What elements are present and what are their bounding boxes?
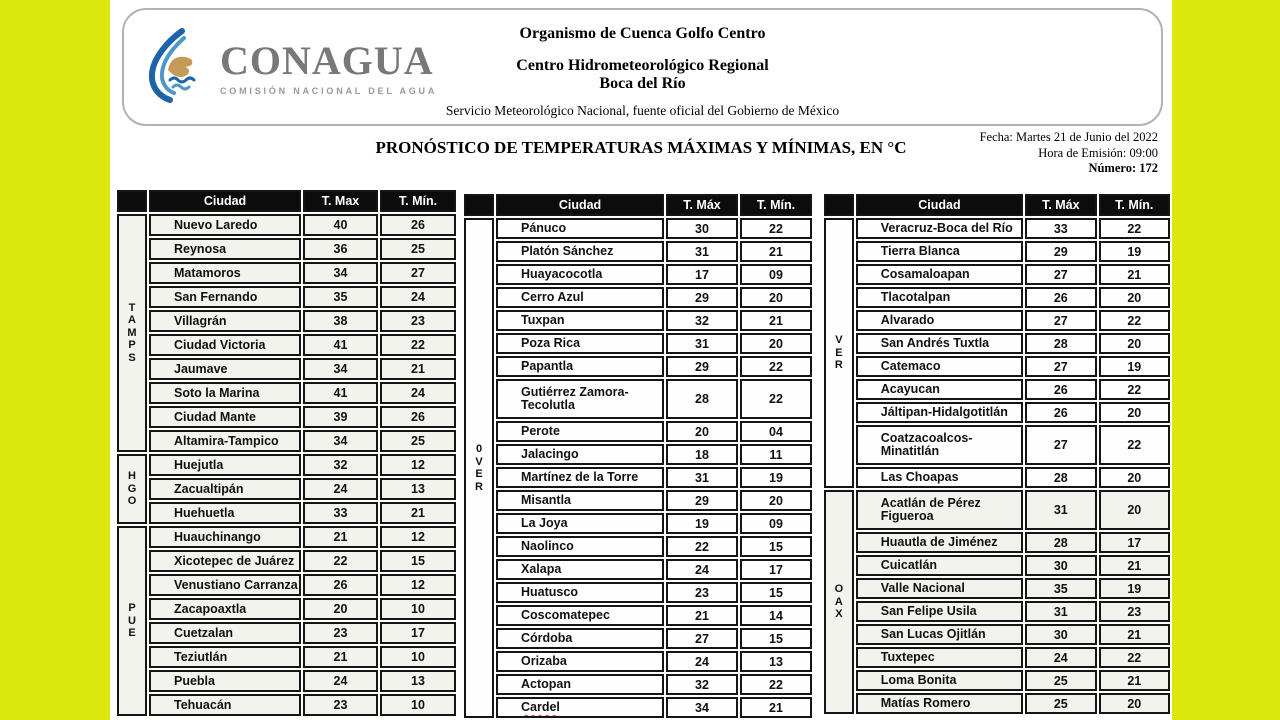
city-cell: Coscomatepec [496, 605, 664, 626]
city-cell: San Lucas Ojitlán [856, 624, 1023, 645]
tmax-cell: 34 [303, 358, 378, 380]
tmax-cell: 29 [666, 356, 738, 377]
table-row [464, 333, 812, 354]
city-cell: Puebla [149, 670, 301, 692]
table-row [824, 670, 1170, 691]
tmin-cell: 21 [740, 310, 812, 331]
table-row [117, 430, 456, 452]
tmin-cell: 20 [1099, 287, 1170, 308]
conagua-brand-subtitle: COMISIÓN NACIONAL DEL AGUA [220, 86, 438, 96]
tmin-cell: 21 [380, 502, 456, 524]
issue-number: Número: 172 [1088, 161, 1158, 175]
tmax-cell: 22 [303, 550, 378, 572]
header-city: Ciudad [496, 194, 664, 216]
state-label-oax: O A X [824, 490, 854, 714]
tmin-cell: 22 [380, 334, 456, 356]
table-header-row [117, 190, 456, 212]
tmax-cell: 26 [1025, 402, 1096, 423]
tmax-cell: 17 [666, 264, 738, 285]
tmin-cell: 22 [1099, 218, 1170, 239]
city-cell: Martínez de la Torre [496, 467, 664, 488]
table-row [117, 310, 456, 332]
table-row [117, 550, 456, 572]
city-cell: Ciudad Mante [149, 406, 301, 428]
city-cell: Cardel [496, 697, 664, 718]
table-row [117, 214, 456, 236]
table-row [464, 697, 812, 718]
city-cell: Cosamaloapan [856, 264, 1023, 285]
tmin-cell: 17 [1099, 532, 1170, 553]
table-row [464, 264, 812, 285]
tmin-cell: 20 [1099, 333, 1170, 354]
tmax-cell: 28 [1025, 333, 1096, 354]
table-row [117, 358, 456, 380]
table-row [117, 286, 456, 308]
state-label-0ver: 0 V E R [464, 218, 494, 718]
tmin-cell: 20 [1099, 693, 1170, 714]
smn-subtitle: Servicio Meteorológico Nacional, fuente oficial del Gobierno de México [445, 103, 840, 118]
tmax-cell: 23 [303, 694, 378, 716]
tmax-cell: 41 [303, 382, 378, 404]
city-cell: Xicotepec de Juárez [149, 550, 301, 572]
tmax-cell: 31 [1025, 490, 1096, 530]
city-cell: Tierra Blanca [856, 241, 1023, 262]
tmin-cell: 10 [380, 598, 456, 620]
table-row [117, 574, 456, 596]
header-corner-cell [117, 190, 147, 212]
tmax-cell: 27 [1025, 425, 1096, 465]
org-line-1: Organismo de Cuenca Golfo Centro [519, 25, 766, 42]
tmax-cell: 18 [666, 444, 738, 465]
city-cell: Tlacotalpan [856, 287, 1023, 308]
header-tmin: T. Mín. [380, 190, 456, 212]
city-cell: Venustiano Carranza [149, 574, 301, 596]
city-cell: Matamoros [149, 262, 301, 284]
city-cell: Coatzacoalcos-Minatitlán [856, 425, 1023, 465]
city-cell: Teziutlán [149, 646, 301, 668]
city-cell: Huatusco [496, 582, 664, 603]
tmin-cell: 23 [1099, 601, 1170, 622]
table-row [824, 241, 1170, 262]
table-row [464, 241, 812, 262]
tmax-cell: 38 [303, 310, 378, 332]
city-cell: Perote [496, 421, 664, 442]
city-cell: Misantla [496, 490, 664, 511]
tmin-cell: 11 [740, 444, 812, 465]
header-corner-cell [464, 194, 494, 216]
city-cell: Acayucan [856, 379, 1023, 400]
issue-date: Fecha: Martes 21 de Junio del 2022 [979, 130, 1158, 144]
city-cell: Veracruz-Boca del Río [856, 218, 1023, 239]
tmax-cell: 30 [1025, 555, 1096, 576]
tmax-cell: 29 [666, 490, 738, 511]
table-row [824, 310, 1170, 331]
city-cell: Jalacingo [496, 444, 664, 465]
tmin-cell: 26 [380, 214, 456, 236]
tmin-cell: 22 [740, 379, 812, 419]
table-row [464, 490, 812, 511]
table-row [824, 218, 1170, 239]
table-row [464, 356, 812, 377]
table-row [117, 238, 456, 260]
table-row [464, 559, 812, 580]
forecast-table-ver-north [462, 192, 814, 720]
city-cell: Córdoba [496, 628, 664, 649]
tmax-cell: 34 [666, 697, 738, 718]
tmax-cell: 31 [666, 467, 738, 488]
tmin-cell: 25 [380, 238, 456, 260]
table-row [117, 454, 456, 476]
city-cell: Papantla [496, 356, 664, 377]
tmax-cell: 26 [1025, 379, 1096, 400]
issue-meta [980, 130, 1158, 177]
header-tmax: T. Máx [666, 194, 738, 216]
table-row [824, 555, 1170, 576]
header-city: Ciudad [856, 194, 1023, 216]
city-cell: Poza Rica [496, 333, 664, 354]
tmax-cell: 29 [1025, 241, 1096, 262]
forecast-table-tamps-hgo-pue [115, 188, 458, 718]
table-row [464, 444, 812, 465]
forecast-table-ver-oax [822, 192, 1172, 716]
city-cell: Ciudad Victoria [149, 334, 301, 356]
table-row [824, 425, 1170, 465]
table-row [824, 578, 1170, 599]
tmax-cell: 31 [1025, 601, 1096, 622]
tmax-cell: 33 [1025, 218, 1096, 239]
table-row [464, 674, 812, 695]
state-label-ver: V E R [824, 218, 854, 488]
tmax-cell: 27 [666, 628, 738, 649]
tmin-cell: 20 [1099, 490, 1170, 530]
table-row [824, 467, 1170, 488]
tmax-cell: 32 [666, 310, 738, 331]
city-cell: Orizaba [496, 651, 664, 672]
tmin-cell: 20 [1099, 467, 1170, 488]
tmin-cell: 22 [1099, 647, 1170, 668]
city-cell: Alvarado [856, 310, 1023, 331]
tmax-cell: 26 [303, 574, 378, 596]
table-row [824, 379, 1170, 400]
tmax-cell: 32 [303, 454, 378, 476]
tmax-cell: 33 [303, 502, 378, 524]
tmin-cell: 21 [1099, 555, 1170, 576]
city-cell: Cuicatlán [856, 555, 1023, 576]
city-cell: Villagrán [149, 310, 301, 332]
tmax-cell: 29 [666, 287, 738, 308]
tmin-cell: 13 [380, 670, 456, 692]
city-cell: Cuetzalan [149, 622, 301, 644]
city-cell: Loma Bonita [856, 670, 1023, 691]
bulletin-document [110, 0, 1172, 720]
tmax-cell: 31 [666, 333, 738, 354]
table-row [117, 670, 456, 692]
city-cell: Huautla de Jiménez [856, 532, 1023, 553]
tmin-cell: 24 [380, 382, 456, 404]
conagua-brand: CONAGUA [220, 38, 434, 83]
tmin-cell: 20 [740, 490, 812, 511]
city-cell: Jaumave [149, 358, 301, 380]
city-cell: Catemaco [856, 356, 1023, 377]
city-cell: Reynosa [149, 238, 301, 260]
table-row [464, 582, 812, 603]
tmin-cell: 21 [740, 241, 812, 262]
tmin-cell: 12 [380, 526, 456, 548]
city-cell: Actopan [496, 674, 664, 695]
city-cell: Pánuco [496, 218, 664, 239]
tmin-cell: 21 [740, 697, 812, 718]
table-row [824, 264, 1170, 285]
tmax-cell: 34 [303, 262, 378, 284]
tmin-cell: 21 [380, 358, 456, 380]
city-cell: Tuxtepec [856, 647, 1023, 668]
city-cell: Tuxpan [496, 310, 664, 331]
tmax-cell: 20 [666, 421, 738, 442]
tmin-cell: 04 [740, 421, 812, 442]
tmax-cell: 28 [666, 379, 738, 419]
state-label-tamps: T A M P S [117, 214, 147, 452]
city-cell: Tehuacán [149, 694, 301, 716]
city-cell: Huayacocotla [496, 264, 664, 285]
table-row [117, 334, 456, 356]
tmax-cell: 24 [666, 559, 738, 580]
tmin-cell: 13 [740, 651, 812, 672]
page-title: PRONÓSTICO DE TEMPERATURAS MÁXIMAS Y MÍNIMAS, EN °C [375, 138, 907, 157]
tmax-cell: 24 [1025, 647, 1096, 668]
table-header-row [824, 194, 1170, 216]
tmin-cell: 19 [1099, 356, 1170, 377]
tmax-cell: 30 [1025, 624, 1096, 645]
table-row [464, 287, 812, 308]
tmax-cell: 41 [303, 334, 378, 356]
city-cell: Platón Sánchez [496, 241, 664, 262]
table-row [117, 526, 456, 548]
city-cell: Altamira-Tampico [149, 430, 301, 452]
city-cell: San Felipe Usila [856, 601, 1023, 622]
tmax-cell: 22 [666, 536, 738, 557]
city-cell: Cerro Azul [496, 287, 664, 308]
city-cell: Soto la Marina [149, 382, 301, 404]
city-cell: Huauchinango [149, 526, 301, 548]
table-row [464, 513, 812, 534]
tmax-cell: 24 [303, 670, 378, 692]
city-cell: Jáltipan-Hidalgotitlán [856, 402, 1023, 423]
tmin-cell: 15 [740, 536, 812, 557]
tmin-cell: 22 [1099, 379, 1170, 400]
table-row [464, 628, 812, 649]
tmin-cell: 10 [380, 694, 456, 716]
table-row [824, 490, 1170, 530]
city-cell: Nuevo Laredo [149, 214, 301, 236]
city-cell: Las Choapas [856, 467, 1023, 488]
tmax-cell: 31 [666, 241, 738, 262]
tmax-cell: 27 [1025, 356, 1096, 377]
tmax-cell: 21 [303, 526, 378, 548]
tmax-cell: 35 [303, 286, 378, 308]
header-box [122, 8, 1163, 126]
tmax-cell: 39 [303, 406, 378, 428]
tmin-cell: 17 [740, 559, 812, 580]
tmax-cell: 25 [1025, 670, 1096, 691]
tmin-cell: 15 [740, 582, 812, 603]
tmax-cell: 34 [303, 430, 378, 452]
tmin-cell: 24 [380, 286, 456, 308]
tmax-cell: 26 [1025, 287, 1096, 308]
city-cell: Zacapoaxtla [149, 598, 301, 620]
table-row [824, 624, 1170, 645]
issue-time: Hora de Emisión: 09:00 [1038, 145, 1158, 160]
tmin-cell: 14 [740, 605, 812, 626]
table-row [117, 646, 456, 668]
table-row [824, 693, 1170, 714]
table-row [824, 601, 1170, 622]
header-tmax: T. Max [303, 190, 378, 212]
table-row [117, 622, 456, 644]
tmin-cell: 15 [740, 628, 812, 649]
tmax-cell: 35 [1025, 578, 1096, 599]
tmax-cell: 27 [1025, 310, 1096, 331]
table-row [117, 502, 456, 524]
tmax-cell: 23 [666, 582, 738, 603]
table-row [464, 467, 812, 488]
city-cell: Naolinco [496, 536, 664, 557]
table-row [824, 333, 1170, 354]
tmin-cell: 21 [1099, 624, 1170, 645]
tmax-cell: 27 [1025, 264, 1096, 285]
tmin-cell: 22 [740, 356, 812, 377]
city-cell: San Fernando [149, 286, 301, 308]
tmax-cell: 25 [1025, 693, 1096, 714]
table-header-row [464, 194, 812, 216]
table-row [464, 421, 812, 442]
city-cell: San Andrés Tuxtla [856, 333, 1023, 354]
table-row [464, 536, 812, 557]
table-row [117, 598, 456, 620]
city-cell: Acatlán de Pérez Figueroa [856, 490, 1023, 530]
table-row [117, 382, 456, 404]
tmax-cell: 30 [666, 218, 738, 239]
header-city: Ciudad [149, 190, 301, 212]
city-cell: Valle Nacional [856, 578, 1023, 599]
city-cell: Huehuetla [149, 502, 301, 524]
tmin-cell: 10 [380, 646, 456, 668]
tmin-cell: 15 [380, 550, 456, 572]
tmin-cell: 09 [740, 264, 812, 285]
tmax-cell: 32 [666, 674, 738, 695]
city-cell: La Joya [496, 513, 664, 534]
tmin-cell: 22 [1099, 425, 1170, 465]
tmax-cell: 28 [1025, 467, 1096, 488]
table-row [117, 406, 456, 428]
tmin-cell: 20 [1099, 402, 1170, 423]
tmax-cell: 36 [303, 238, 378, 260]
tmax-cell: 23 [303, 622, 378, 644]
tmin-cell: 21 [1099, 264, 1170, 285]
org-line-3: Boca del Río [599, 75, 686, 92]
table-row [824, 402, 1170, 423]
table-row [464, 218, 812, 239]
tmin-cell: 12 [380, 574, 456, 596]
table-row [464, 379, 812, 419]
tmax-cell: 40 [303, 214, 378, 236]
city-cell: Gutiérrez Zamora-Tecolutla [496, 379, 664, 419]
tmax-cell: 20 [303, 598, 378, 620]
header-tmin: T. Mín. [740, 194, 812, 216]
tmin-cell: 20 [740, 287, 812, 308]
tmax-cell: 24 [666, 651, 738, 672]
header-tmin: T. Mín. [1099, 194, 1170, 216]
tmin-cell: 27 [380, 262, 456, 284]
table-row [824, 647, 1170, 668]
tmin-cell: 19 [1099, 241, 1170, 262]
city-cell: Zacualtipán [149, 478, 301, 500]
org-line-2: Centro Hidrometeorológico Regional [516, 57, 769, 74]
table-row [464, 310, 812, 331]
state-label-hgo: H G O [117, 454, 147, 524]
tmin-cell: 22 [740, 218, 812, 239]
tmin-cell: 20 [740, 333, 812, 354]
tmin-cell: 17 [380, 622, 456, 644]
city-cell: Huejutla [149, 454, 301, 476]
table-row [117, 262, 456, 284]
table-row [824, 287, 1170, 308]
table-row [824, 356, 1170, 377]
city-cell: Matías Romero [856, 693, 1023, 714]
tmax-cell: 21 [303, 646, 378, 668]
tmin-cell: 09 [740, 513, 812, 534]
tmin-cell: 26 [380, 406, 456, 428]
header-tmax: T. Máx [1025, 194, 1096, 216]
tmin-cell: 25 [380, 430, 456, 452]
tmax-cell: 28 [1025, 532, 1096, 553]
table-row [464, 605, 812, 626]
table-row [464, 651, 812, 672]
tmin-cell: 19 [740, 467, 812, 488]
city-cell: Xalapa [496, 559, 664, 580]
table-row [824, 532, 1170, 553]
table-row [117, 478, 456, 500]
tmin-cell: 12 [380, 454, 456, 476]
tmin-cell: 19 [1099, 578, 1170, 599]
tmin-cell: 22 [740, 674, 812, 695]
tmin-cell: 23 [380, 310, 456, 332]
tmin-cell: 13 [380, 478, 456, 500]
tmin-cell: 22 [1099, 310, 1170, 331]
tmax-cell: 19 [666, 513, 738, 534]
tmin-cell: 21 [1099, 670, 1170, 691]
header-corner-cell [824, 194, 854, 216]
table-row [117, 694, 456, 716]
state-label-pue: P U E [117, 526, 147, 716]
tmax-cell: 24 [303, 478, 378, 500]
tmax-cell: 21 [666, 605, 738, 626]
